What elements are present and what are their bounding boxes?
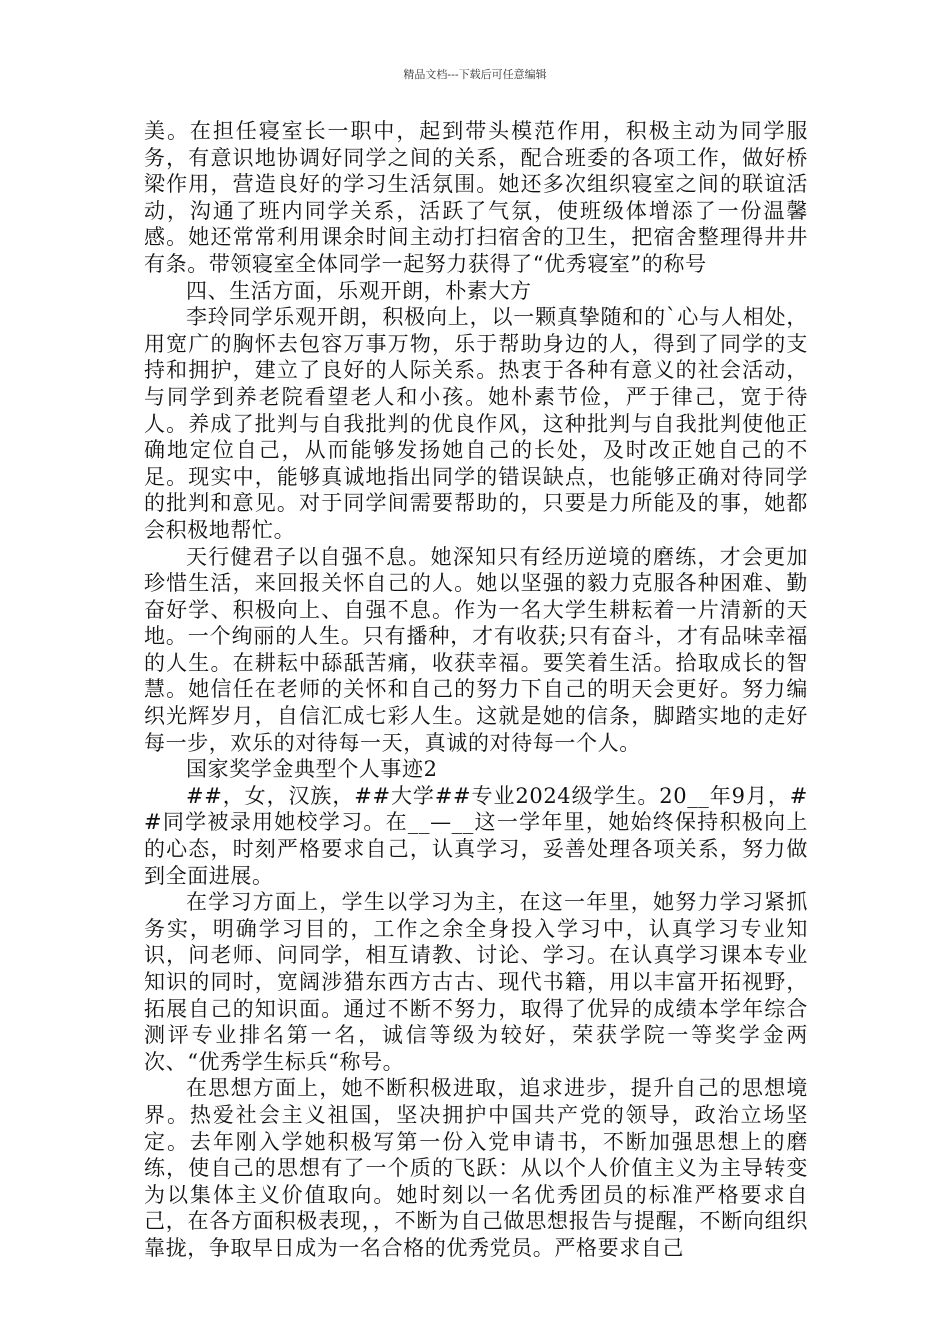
section-heading-life: 四、生活方面，乐观开朗，朴素大方	[186, 278, 532, 303]
paragraph-student-intro: ##，女，汉族，##大学##专业2024级学生。20__年9月，##同学被录用她校学习。在__—__这一学年里，她始终保持积极向上的心态，时刻严格要求自己，认真学习，妥善处理各项关系，努力做到全面进展。	[144, 783, 808, 888]
paragraph-study: 在学习方面上，学生以学习为主，在这一年里，她努力学习紧抓务实，明确学习目的，工作之余全身投入学习中，认真学习专业知识，问老师、问同学，相互请教、讨论、学习。在认真学习课本专业知识的同时，宽阔涉猎东西方古古、现代书籍，用以丰富开拓视野，拓展自己的知识面。通过不断不努力，取得了优异的成绩本学年综合测评专业排名第一名，诚信等级为较好，荣获学院一等奖学金两次、“优秀学生标兵“称号。	[144, 890, 808, 1074]
page-header: 精品文档---下载后可任意编辑	[403, 68, 547, 81]
paragraph-ideology: 在思想方面上，她不断积极进取，追求进步，提升自己的思想境界。热爱社会主义祖国，坚决拥护中国共产党的领导，政治立场坚定。去年刚入学她积极写第一份入党申请书，不断加强思想上的磨练，使自己的思想有了一个质的飞跃：从以个人价值主义为主导转变为以集体主义价值取向。她时刻以一名优秀团员的标准严格要求自己，在各方面积极表现，，不断为自己做思想报告与提醒，不断向组织靠拢，争取早日成为一名合格的优秀党员。严格要求自己	[144, 1076, 808, 1260]
section-heading-scholarship-2: 国家奖学金典型个人事迹2	[186, 757, 438, 782]
document-body	[144, 118, 808, 1262]
paragraph-dorm-leader: 美。在担任寝室长一职中，起到带头模范作用，积极主动为同学服务，有意识地协调好同学之间的关系，配合班委的各项工作，做好桥梁作用，营造良好的学习生活氛围。她还多次组织寝室之间的联谊活动，沟通了班内同学关系，活跃了气氛，使班级体增添了一份温馨感。她还常常利用课余时间主动打扫宿舍的卫生，把宿舍整理得井井有条。带领寝室全体同学一起努力获得了“优秀寝室”的称号	[144, 119, 808, 276]
paragraph-self-improvement: 天行健君子以自强不息。她深知只有经历逆境的磨练，才会更加珍惜生活，来回报关怀自己的人。她以坚强的毅力克服各种困难、勤奋好学、积极向上、自强不息。作为一名大学生耕耘着一片清新的天地。一个绚丽的人生。只有播种，才有收获;只有奋斗，才有品味幸福的人生。在耕耘中舔舐苦痛，收获幸福。要笑着生活。拾取成长的智慧。她信任在老师的关怀和自己的努力下自己的明天会更好。努力编织光辉岁月，自信汇成七彩人生。这就是她的信条，脚踏实地的走好每一步，欢乐的对待每一天，真诚的对待每一个人。	[144, 544, 808, 755]
paragraph-personality: 李玲同学乐观开朗，积极向上，以一颗真挚随和的`心与人相处，用宽广的胸怀去包容万事万物，乐于帮助身边的人，得到了同学的支持和拥护，建立了良好的人际关系。热衷于各种有意义的社会活动，与同学到养老院看望老人和小孩。她朴素节俭，严于律己，宽于待人。养成了批判与自我批判的优良作风，这种批判与自我批判使他正确地定位自己，从而能够发扬她自己的长处，及时改正她自己的不足。现实中，能够真诚地指出同学的错误缺点，也能够正确对待同学的批判和意见。对于同学间需要帮助的，只要是力所能及的事，她都会积极地帮忙。	[144, 305, 808, 542]
